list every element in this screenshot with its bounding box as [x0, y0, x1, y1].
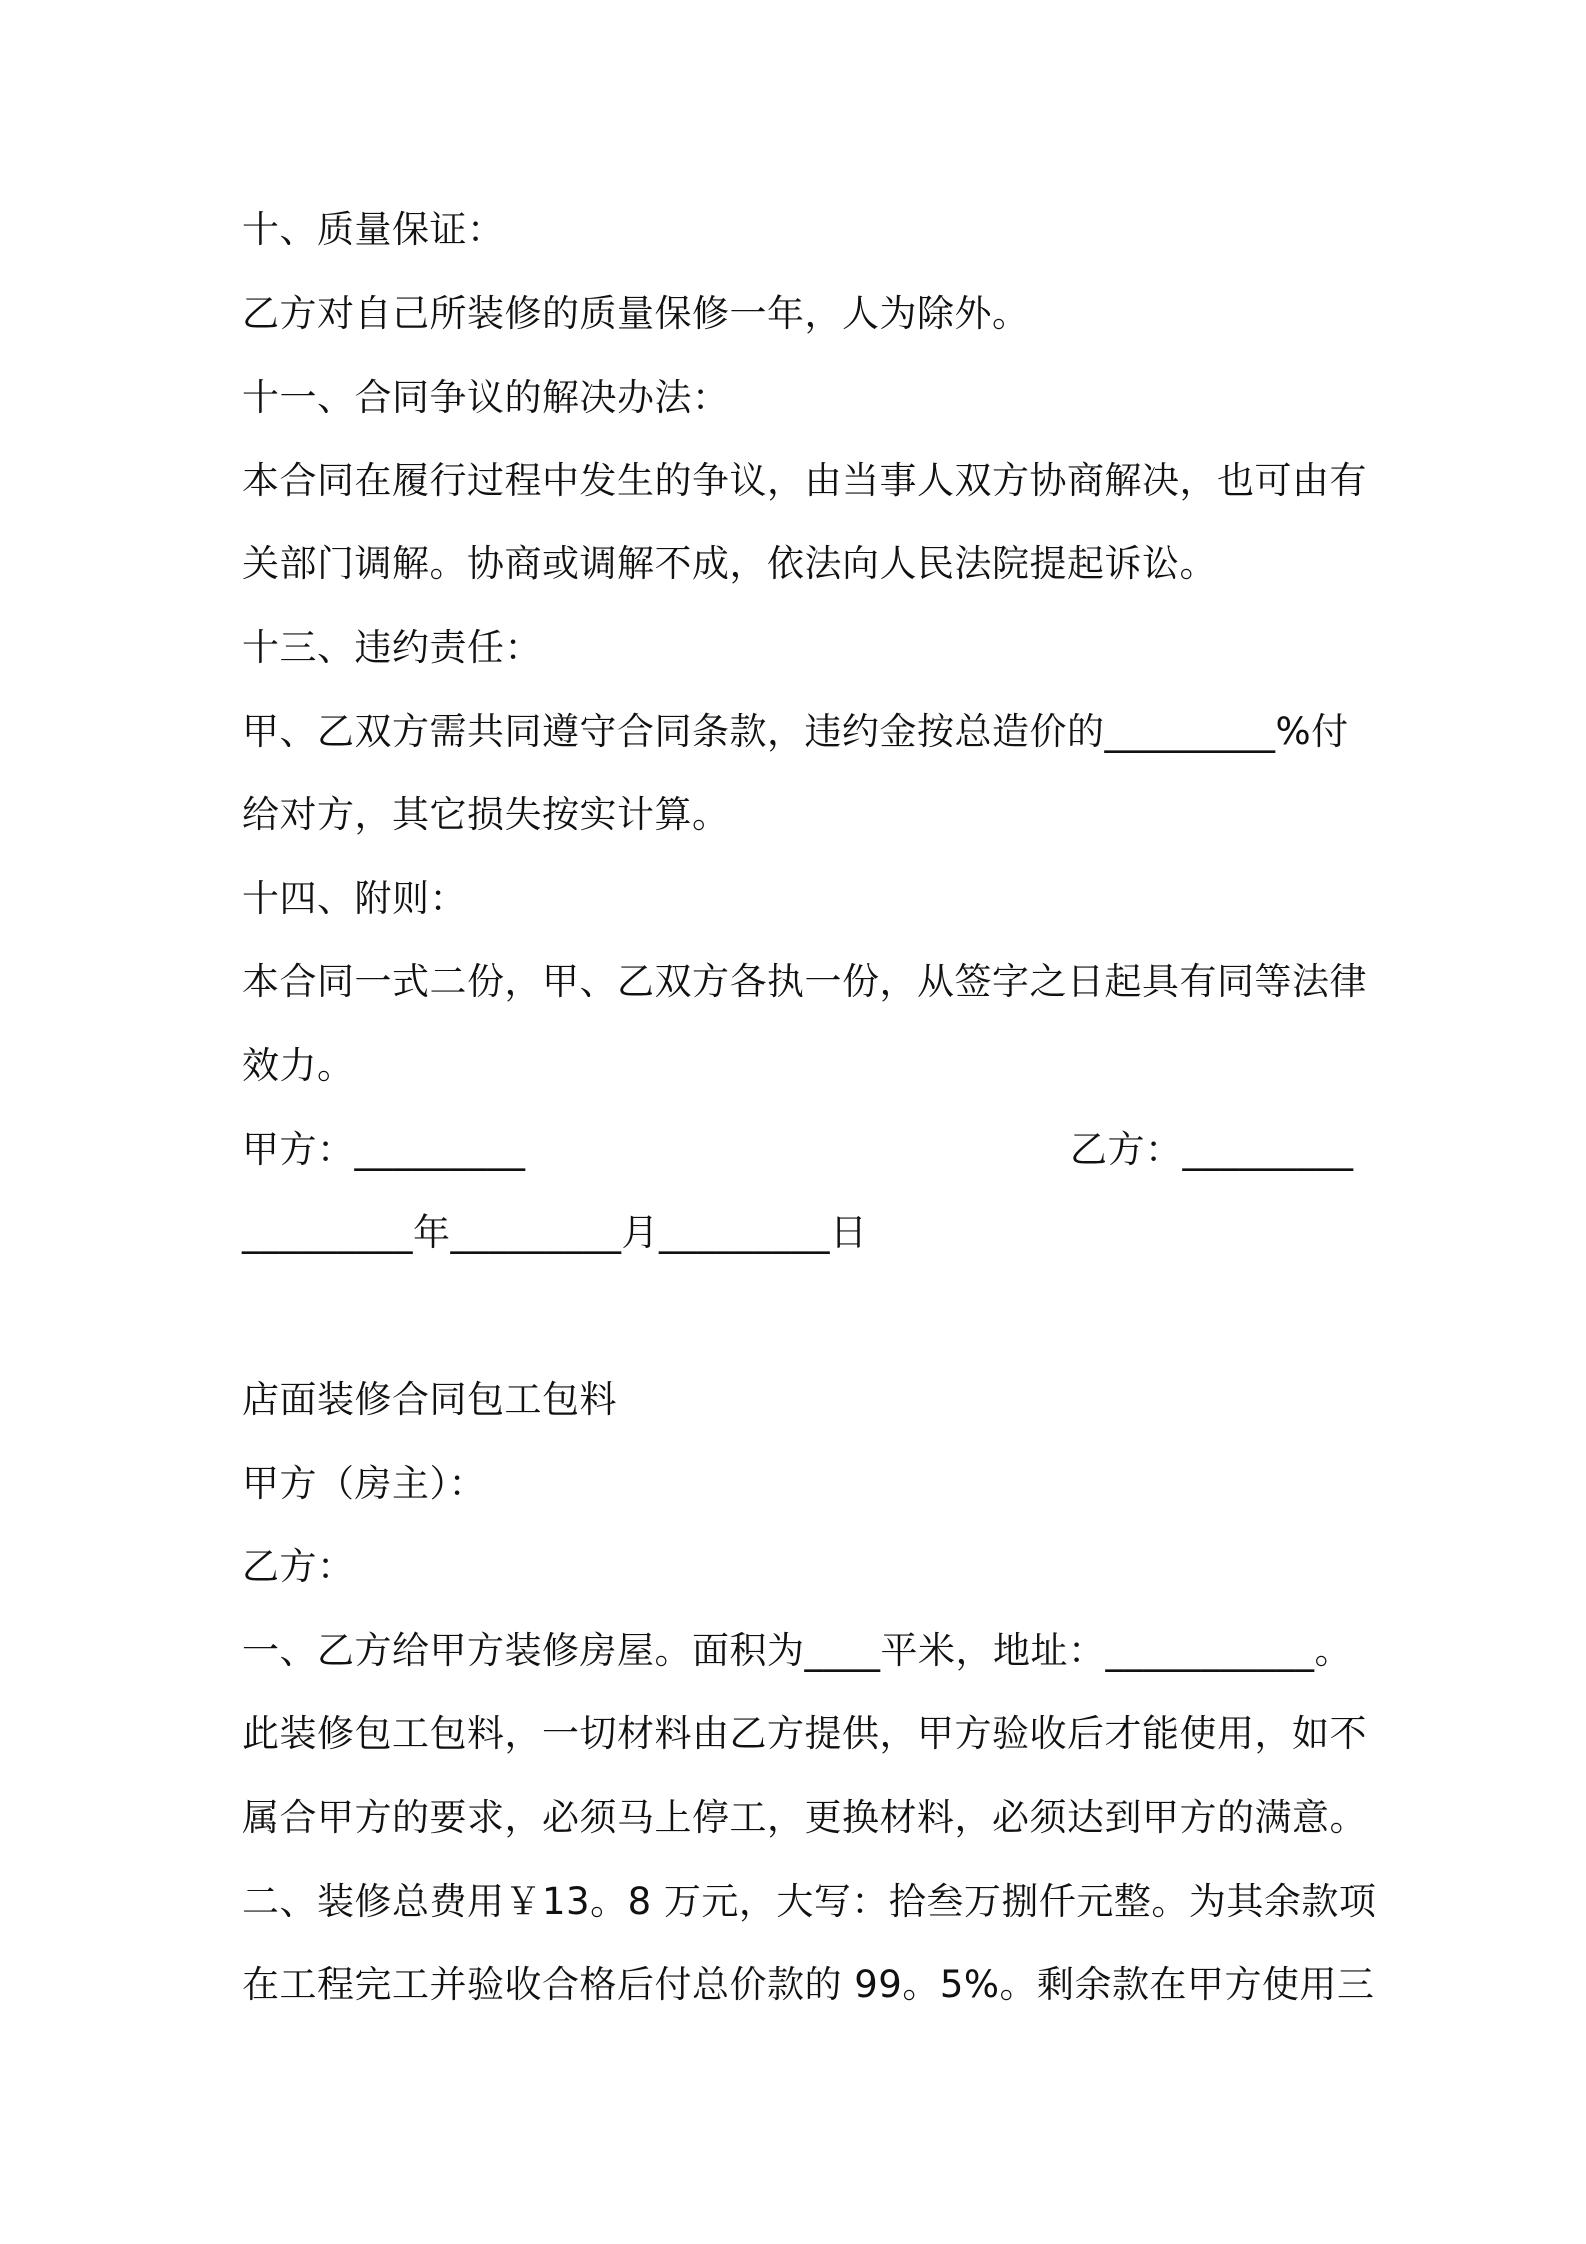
second-contract-party-b: 乙方：: [242, 1545, 355, 1588]
second-contract-title: 店面装修合同包工包料: [242, 1378, 617, 1421]
clause-line-1: 一、乙方给甲方装修房屋。面积为____平米，地址：___________。: [242, 1629, 1352, 1672]
paragraph-breach-line-2: 给对方，其它损失按实计算。: [242, 793, 730, 836]
heading-breach-liability: 十三、违约责任：: [242, 626, 542, 669]
heading-supplementary-provisions: 十四、附则：: [242, 877, 467, 920]
signature-party-a: 甲方：_________: [242, 1128, 526, 1171]
paragraph-supplementary-line-2: 效力。: [242, 1044, 355, 1087]
paragraph-quality-guarantee: 乙方对自己所装修的质量保修一年，人为除外。: [242, 292, 1030, 335]
heading-quality-guarantee: 十、质量保证：: [242, 208, 505, 251]
paragraph-breach-line-1: 甲、乙双方需共同遵守合同条款，违约金按总造价的_________%付: [242, 710, 1349, 753]
clause-line-3: 属合甲方的要求，必须马上停工，更换材料，必须达到甲方的满意。: [242, 1796, 1367, 1839]
clause-line-4: 二、装修总费用￥13。8 万元，大写：拾叁万捌仟元整。为其余款项: [242, 1880, 1377, 1923]
paragraph-supplementary-line-1: 本合同一式二份，甲、乙双方各执一份，从签字之日起具有同等法律: [242, 960, 1367, 1003]
signature-row: [242, 1124, 1362, 1176]
date-line: _________年_________月_________日: [242, 1211, 868, 1254]
second-contract-party-a: 甲方（房主）：: [242, 1462, 486, 1505]
clause-line-5: 在工程完工并验收合格后付总价款的 99。5%。剩余款在甲方使用三: [242, 1963, 1375, 2006]
paragraph-dispute-line-2: 关部门调解。协商或调解不成，依法向人民法院提起诉讼。: [242, 542, 1217, 585]
clause-line-2: 此装修包工包料，一切材料由乙方提供，甲方验收后才能使用，如不: [242, 1712, 1367, 1755]
paragraph-dispute-line-1: 本合同在履行过程中发生的争议，由当事人双方协商解决，也可由有: [242, 459, 1367, 502]
signature-party-b: 乙方：_________: [1070, 1128, 1354, 1171]
heading-dispute-resolution: 十一、合同争议的解决办法：: [242, 376, 730, 419]
